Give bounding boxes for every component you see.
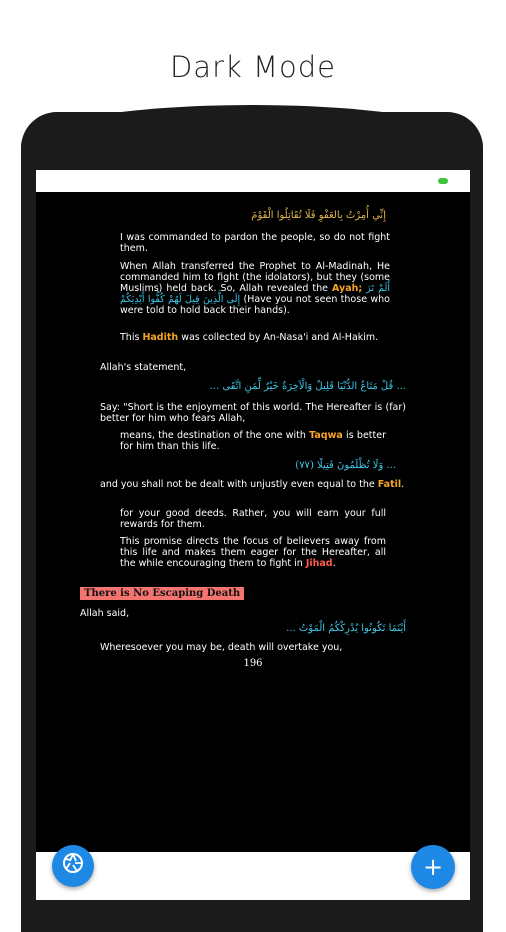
plus-icon: +: [422, 853, 444, 881]
paragraph-reward: for your good deeds. Rather, you will earn your full rewards for them.: [120, 508, 386, 530]
ayah-arabic: أَلَمْ تَرَ إِلَى الَّذِينَ قِيلَ لَهُمْ كُفُّوا أَيْدِيَكُمْ: [120, 283, 391, 305]
paragraph-say: Say: "Short is the enjoyment of this world. The Hereafter is (far) better for him who fears Allah,: [100, 402, 406, 424]
camera-button[interactable]: [52, 845, 94, 887]
paragraph-madinah-text: When Allah transferred the Prophet to Al-Madinah, He commanded him to fight (the idolators), but they (some Muslims) held back. So, Allah revealed the: [120, 261, 390, 294]
status-bar: [36, 170, 470, 192]
hadith-term: Hadith: [142, 332, 179, 343]
paragraph-hadith-text: This: [120, 332, 143, 343]
paragraph-promise: [120, 536, 386, 569]
paragraph-means: [120, 430, 386, 452]
paragraph-commanded: I was commanded to pardon the people, so do not fight them.: [120, 232, 390, 254]
arabic-verse-fatil: ... وَلَا تُظْلَمُونَ فَتِيلًا (٧٧): [295, 460, 396, 471]
page-title: Dark Mode: [169, 50, 337, 84]
ayah-term: Ayah;: [332, 283, 363, 294]
taqwa-term: Taqwa: [309, 430, 343, 441]
paragraph-madinah: [120, 261, 390, 316]
add-button[interactable]: [411, 845, 455, 889]
arabic-verse-death: أَيْنَمَا تَكُونُوا يُدْرِكْكُمُ الْمَوْتُ ...: [286, 623, 406, 634]
paragraph-means-text: means, the destination of the one with: [120, 430, 310, 441]
fatil-term: Fatil: [377, 479, 402, 490]
page-number: 196: [243, 658, 263, 669]
paragraph-fatil-text: and you shall not be dealt with unjustly even equal to the: [100, 479, 378, 490]
paragraph-madinah-text-end: (Have you not seen those who were told to hold back their hands).: [120, 294, 390, 316]
battery-icon: [438, 178, 448, 184]
paragraph-promise-text-end: .: [332, 558, 336, 569]
paragraph-means-text-end: is better for him than this life.: [120, 430, 386, 452]
device-screen: [36, 170, 470, 900]
arabic-verse-enjoyment: ... قُلْ مَتَاعُ الدُّنْيَا قَلِيلٌ وَالْآخِرَةُ خَيْرٌ لِّمَنِ اتَّقَى ...: [209, 381, 406, 392]
jihad-term: Jihad: [305, 558, 333, 569]
paragraph-hadith: [120, 332, 390, 343]
bottom-bar: [36, 852, 470, 900]
paragraph-fatil: [100, 479, 406, 490]
paragraph-fatil-text-end: .: [401, 479, 405, 490]
book-page[interactable]: [36, 192, 470, 852]
arabic-verse-top: إِنِّي أُمِرْتُ بِالعَفْوِ فَلَا تُقَاتِلُوا الْقَوْمَ: [251, 210, 386, 221]
paragraph-promise-text: This promise directs the focus of believers away from this life and makes them eager for the Hereafter, all the while encouraging them to fight in: [120, 536, 386, 569]
statement-label: Allah's statement,: [100, 362, 187, 373]
paragraph-hadith-text-end: was collected by An-Nasa'i and Al-Hakim.: [178, 332, 379, 343]
allah-said-label: Allah said,: [80, 608, 130, 619]
section-heading-banner: There is No Escaping Death: [80, 587, 244, 600]
camera-shutter-icon: [62, 852, 84, 880]
paragraph-wheresoever: Wheresoever you may be, death will overtake you,: [100, 642, 343, 653]
